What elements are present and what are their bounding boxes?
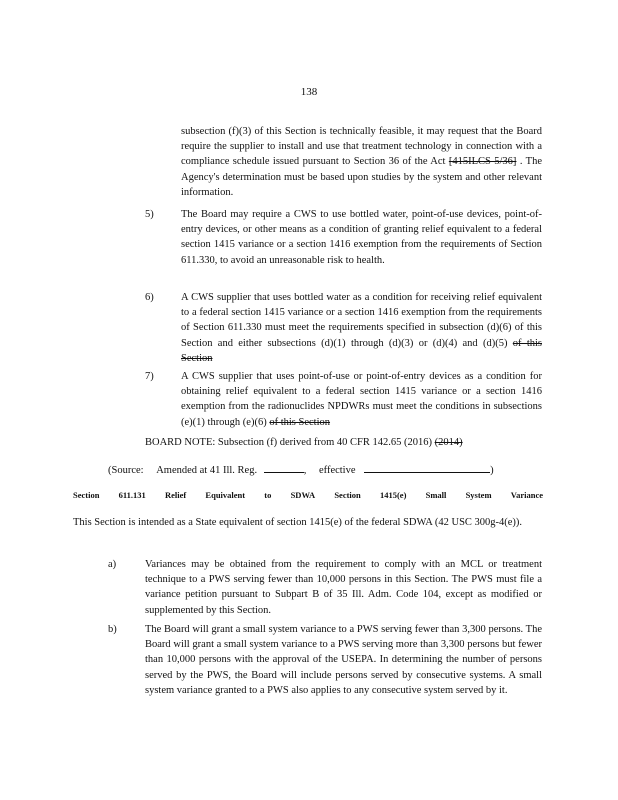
item-number: 5) bbox=[145, 209, 154, 220]
struck-text: of this Section bbox=[269, 416, 331, 428]
heading-word: Variance bbox=[510, 490, 543, 500]
item-paragraph bbox=[181, 207, 542, 268]
item-number: 7) bbox=[145, 371, 154, 382]
source-amended: Amended at 41 Ill. Reg. bbox=[156, 465, 258, 476]
source-line bbox=[108, 462, 494, 478]
item-paragraph bbox=[181, 290, 542, 366]
heading-word: SDWA bbox=[290, 490, 316, 500]
heading-word: Relief bbox=[164, 490, 187, 500]
struck-citation: [415ILCS 5/36] bbox=[448, 156, 517, 168]
section-intro: This Section is intended as a State equivalent of section 1415(e) of the federal SDWA (42 USC 300g-4(e)). bbox=[73, 517, 523, 528]
source-comma: , bbox=[303, 465, 307, 476]
continuation-text-end: . The Agency's determination must be based upon studies by the system and other relevant information. bbox=[181, 156, 542, 198]
heading-word: Small bbox=[425, 490, 447, 500]
struck-year: (2014) bbox=[434, 437, 463, 448]
page-number: 138 bbox=[300, 86, 318, 98]
effective-date-blank bbox=[364, 462, 490, 473]
continuation-paragraph bbox=[181, 124, 542, 200]
section-heading bbox=[73, 490, 543, 500]
item-text: A CWS supplier that uses point-of-use or point-of-entry devices as a condition for obtaining relief equivalent to a federal section 1415 variance or a section 1416 exemption from the radionuclides NPDWRs must meet the conditions in subsections (e)(1) through (e)(6) bbox=[181, 371, 542, 428]
subsection-letter: a) bbox=[108, 559, 117, 570]
continuation-text: subsection (f)(3) of this Section is technically feasible, it may request that the Board require the supplier to install and use that treatment technology in connection with a compliance schedule issued pursuant to Section 36 of the Act bbox=[181, 126, 542, 168]
heading-word: 1415(e) bbox=[379, 490, 407, 500]
source-close: ) bbox=[490, 465, 494, 476]
board-note-text: BOARD NOTE: Subsection (f) derived from 40 CFR 142.65 (2016) bbox=[145, 437, 435, 448]
item-paragraph bbox=[181, 369, 542, 430]
source-open: (Source: bbox=[108, 465, 144, 476]
heading-word: 611.131 bbox=[118, 490, 146, 500]
item-text: The Board may require a CWS to use bottled water, point-of-use devices, point-of-entry devices, or other means as a condition of granting relief equivalent to a federal section 1415 variance or a section 1416 exemption from the requirements of Section 611.330, to avoid an unreasonable risk to health. bbox=[181, 209, 542, 266]
struck-text: of this Section bbox=[181, 337, 542, 364]
heading-word: Section bbox=[73, 490, 100, 500]
source-effective: effective bbox=[318, 465, 356, 476]
heading-word: Equivalent bbox=[205, 490, 246, 500]
heading-word: Section bbox=[334, 490, 361, 500]
subsection-letter: b) bbox=[108, 624, 117, 635]
subsection-paragraph: Variances may be obtained from the requirement to comply with an MCL or treatment technique to a PWS serving fewer than 10,000 persons in this Section. The PWS must file a variance petition pursuant to Subpart B of 35 Ill. Adm. Code 104, except as modified or supplemented by this Section. bbox=[145, 559, 542, 616]
item-number: 6) bbox=[145, 292, 154, 303]
register-blank bbox=[264, 462, 304, 473]
subsection-paragraph: The Board will grant a small system variance to a PWS serving fewer than 3,300 persons. The Board will grant a small system variance to a PWS serving more than 3,300 persons but fewer than 10,000 persons with the approval of the USEPA. In determining the number of persons served by the PWS, the Board will include persons served by consecutive systems. A small system variance granted to a PWS also applies to any consecutive system served by it. bbox=[145, 624, 542, 696]
board-note bbox=[145, 435, 545, 450]
item-text: A CWS supplier that uses bottled water as a condition for receiving relief equivalent to a federal section 1415 variance or a section 1416 exemption from the requirements of Section 611.330 must meet the requirements specified in subsection (d)(6) of this Section and either subsections (d)(1) through (d)(3) or (d)(4) and (d)(5) bbox=[181, 292, 542, 349]
heading-word: to bbox=[264, 490, 272, 500]
heading-word: System bbox=[465, 490, 492, 500]
